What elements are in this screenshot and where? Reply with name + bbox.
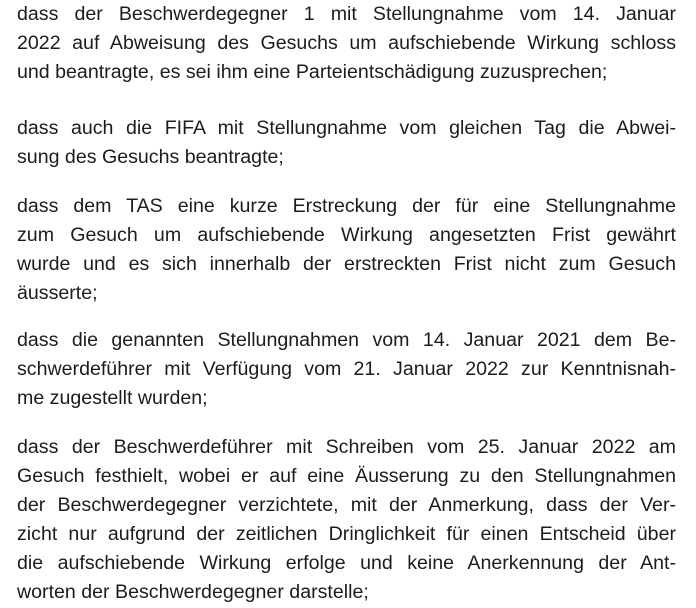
text-line: dass die genannten Stellungnahmen vom 14. Januar 2021 dem Be-: [17, 329, 676, 351]
text-line: dass dem TAS eine kurze Erstreckung der für eine Stellungnahme: [17, 195, 676, 217]
text-line: 2022 auf Abweisung des Gesuchs um aufschiebende Wirkung schloss: [17, 32, 676, 54]
text-line: dass der Beschwerdeführer mit Schreiben vom 25. Januar 2022 am: [17, 436, 676, 458]
paragraph-5: [17, 433, 676, 607]
paragraph-3: [17, 192, 676, 308]
text-line: die aufschiebende Wirkung erfolge und keine Anerkennung der Ant-: [17, 552, 676, 574]
text-line: schwerdeführer mit Verfügung vom 21. Januar 2022 zur Kenntnisnah-: [17, 358, 676, 380]
text-line: Gesuch festhielt, wobei er auf eine Äusserung zu den Stellungnahmen: [17, 465, 676, 487]
text-line: dass auch die FIFA mit Stellungnahme vom gleichen Tag die Abwei-: [17, 117, 676, 139]
text-line: und beantragte, es sei ihm eine Parteientschädigung zuzusprechen;: [17, 61, 608, 83]
paragraph-2: [17, 114, 676, 172]
text-line: zum Gesuch um aufschiebende Wirkung angesetzten Frist gewährt: [17, 224, 676, 246]
text-line: zicht nur aufgrund der zeitlichen Dringlichkeit für einen Entscheid über: [17, 523, 676, 545]
text-line: äusserte;: [17, 282, 98, 304]
text-line: der Beschwerdegegner verzichtete, mit der Anmerkung, dass der Ver-: [17, 494, 676, 516]
text-line: me zugestellt wurden;: [17, 387, 208, 409]
text-line: wurde und es sich innerhalb der erstreckten Frist nicht zum Gesuch: [17, 253, 676, 275]
text-line: sung des Gesuchs beantragte;: [17, 146, 284, 168]
text-line: worten der Beschwerdegegner darstelle;: [17, 581, 369, 603]
text-line: dass der Beschwerdegegner 1 mit Stellungnahme vom 14. Januar: [17, 3, 676, 25]
paragraph-4: [17, 326, 676, 413]
paragraph-1: [17, 0, 676, 87]
